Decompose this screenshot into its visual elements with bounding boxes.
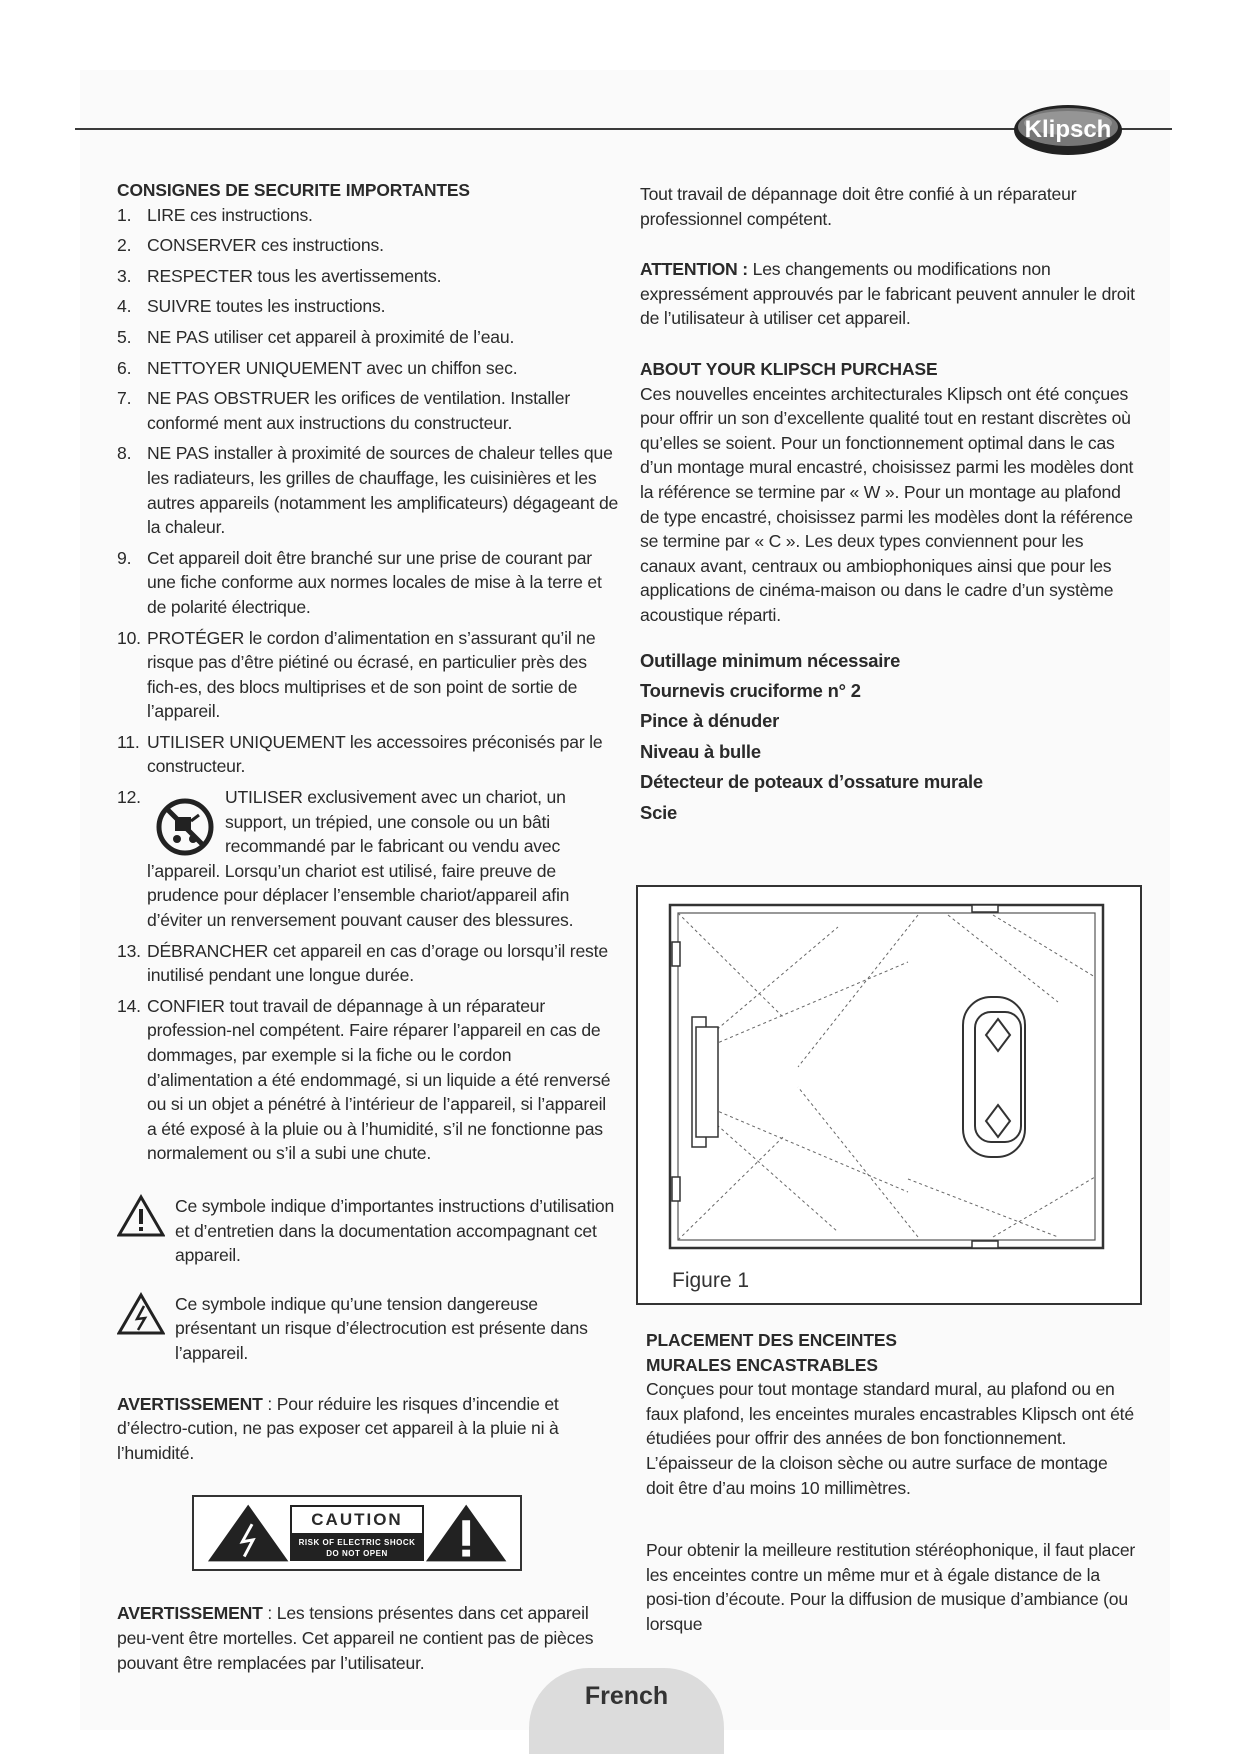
stereo-text: Pour obtenir la meilleure restitution stéréophonique, il faut placer les enceintes contre un même mur et à égale distance de la posi-tion d’écoute. Pour la diffusion de musique d’ambiance (ou lorsque <box>646 1540 1136 1634</box>
list-item: Scie <box>640 801 678 823</box>
tools-heading: Outillage minimum nécessaire <box>640 649 901 671</box>
sofa <box>963 997 1025 1157</box>
lightning-triangle-icon <box>117 1292 165 1336</box>
service-text: Tout travail de dépannage doit être confié à un réparateur professionnel compétent. <box>640 184 1077 229</box>
list-item: Tournevis cruciforme n° 2 <box>640 679 861 701</box>
list-item: 2. CONSERVER ces instructions. <box>117 235 384 256</box>
caution-center <box>290 1505 423 1561</box>
info-symbol-text: Ce symbole indique d’importantes instructions d’utilisation et d’entretien dans la documentation accompagnant cet appareil. <box>175 1195 615 1266</box>
voltage-symbol-row <box>117 1292 619 1366</box>
list-item: 4. SUIVRE toutes les instructions. <box>117 296 386 317</box>
list-item: Détecteur de poteaux d’ossature murale <box>640 771 983 793</box>
warning-paragraph-1: AVERTISSEMENT : Pour réduire les risques d’incendie et d’électro-cution, ne pas exposer cet appareil à la pluie ni à l’humidité. <box>117 1393 559 1463</box>
about-text: Ces nouvelles enceintes architecturales Klipsch ont été conçues pour offrir un son d’excellente qualité tout en restant discrètes où qu’elles se soient. Pour un fonctionnement optimal dans le cas d’un montage mural encastré, choisissez parmi les modèles dont la référence se termine par « W ». Pour un montage au plafond de type encastré, choisissez parmi les modèles dont la référence se termine par « C ». Les deux types conviennent pour les canaux avant, centraux ou ambiophoniques ainsi que pour les applications de cinéma-maison ou dans le cadre d’un système acoustique réparti. <box>640 383 1134 625</box>
list-item: 7. NE PAS OBSTRUER les orifices de ventilation. Installer conformé ment aux instructions du constructeur. <box>117 388 571 433</box>
exclamation-warning-icon <box>424 1502 508 1564</box>
placement-section <box>646 1328 1136 1637</box>
list-item: 13. DÉBRANCHER cet appareil en cas d’orage ou lorsqu’il reste inutilisé pendant une longue durée. <box>117 940 608 986</box>
right-column <box>640 182 1140 828</box>
caution-title: CAUTION <box>290 1505 423 1535</box>
logo-text: Klipsch <box>1024 116 1112 143</box>
high-voltage-warning-icon <box>206 1502 290 1564</box>
room-layout-diagram <box>638 887 1139 1302</box>
list-item: 8. NE PAS installer à proximité de sources de chaleur telles que les radiateurs, les grilles de chauffage, les cuisinières et les autres appareils (notamment les amplificateurs) dégageant de la chaleur. <box>117 443 619 538</box>
placement-heading-1: PLACEMENT DES ENCEINTES <box>646 1330 897 1350</box>
list-item: 10. PROTÉGER le cordon d’alimentation en s’assurant qu’il ne risque pas d’être piétiné ou écrasé, en particulier près des fich-es, des blocs multiprises et de son point de sortie de l’appareil. <box>117 627 596 722</box>
placement-text: Conçues pour tout montage standard mural, au plafond ou en faux plafond, les enceintes murales encastrables Klipsch ont été étudiées pour offrir des années de bon fonctionnement. L’épaisseur de la cloison sèche ou autre surface de montage doit être d’au moins 10 millimètres. <box>646 1379 1134 1498</box>
list-item: Niveau à bulle <box>640 740 761 762</box>
placement-heading-2: MURALES ENCASTRABLES <box>646 1354 878 1375</box>
info-symbol-row <box>117 1194 619 1268</box>
list-item: 12. UTILISER exclusivement avec un chariot, un support, un trépied, une console ou un bâti recommandé par le fabricant ou vendu avec l’appareil. Lorsqu’un chariot est utilisé, faire preuve de prudence pour déplacer l’ensemble chariot/appareil afin d’éviter un renversement pouvant causer des blessures. <box>117 787 574 931</box>
about-heading: ABOUT YOUR KLIPSCH PURCHASE <box>640 358 938 379</box>
list-item: Pince à dénuder <box>640 710 780 732</box>
exclamation-triangle-icon <box>117 1194 165 1238</box>
language-tab-label: French <box>584 1682 669 1710</box>
safety-list <box>117 203 619 1166</box>
list-item: 1. LIRE ces instructions. <box>117 204 313 225</box>
list-item: 14. CONFIER tout travail de dépannage à un réparateur profession-nel compétent. Faire réparer l’appareil en cas de dommages, par exemple si la fiche ou le cordon d’alimentation a été endommagé, si un liquide a été renversé ou si un objet a pénétré à l’intérieur de l’appareil, si l’appareil a été exposé à la pluie ou à l’humidité, s’il ne fonctionne pas normalement ou s’il a subi une chute. <box>117 995 611 1164</box>
list-item: 11. UTILISER UNIQUEMENT les accessoires préconisés par le constructeur. <box>117 731 603 777</box>
header-rule <box>75 128 1172 130</box>
klipsch-logo <box>1012 103 1124 157</box>
list-item: 9. Cet appareil doit être branché sur une prise de courant par une fiche conforme aux normes locales de mise à la terre et de polarité électrique. <box>117 547 602 617</box>
list-item: 5. NE PAS utiliser cet appareil à proximité de l’eau. <box>117 326 515 347</box>
safety-heading: CONSIGNES DE SECURITE IMPORTANTES <box>117 180 470 200</box>
figure-1 <box>636 885 1142 1305</box>
cart-warning-icon <box>155 797 215 857</box>
language-tab <box>529 1668 724 1754</box>
warning-paragraph-2: AVERTISSEMENT : Les tensions présentes dans cet appareil peu-vent être mortelles. Cet appareil ne contient pas de pièces pouvant être remplacées par l’utilisateur. <box>117 1603 594 1673</box>
tools-list <box>640 646 1140 828</box>
voltage-symbol-text: Ce symbole indique qu’une tension dangereuse présentant un risque d’électrocution est présente dans l’appareil. <box>175 1293 588 1363</box>
figure-caption: Figure 1 <box>672 1269 750 1292</box>
caution-subtitle: RISK OF ELECTRIC SHOCK DO NOT OPEN <box>290 1535 423 1561</box>
caution-label <box>192 1495 522 1571</box>
list-item: 3. RESPECTER tous les avertissements. <box>117 265 442 286</box>
list-item: 6. NETTOYER UNIQUEMENT avec un chiffon sec. <box>117 357 518 378</box>
attention-paragraph: ATTENTION : Les changements ou modifications non expressément approuvés par le fabricant peuvent annuler le droit de l’utilisateur à utiliser cet appareil. <box>640 259 1135 329</box>
safety-column <box>117 178 619 1675</box>
